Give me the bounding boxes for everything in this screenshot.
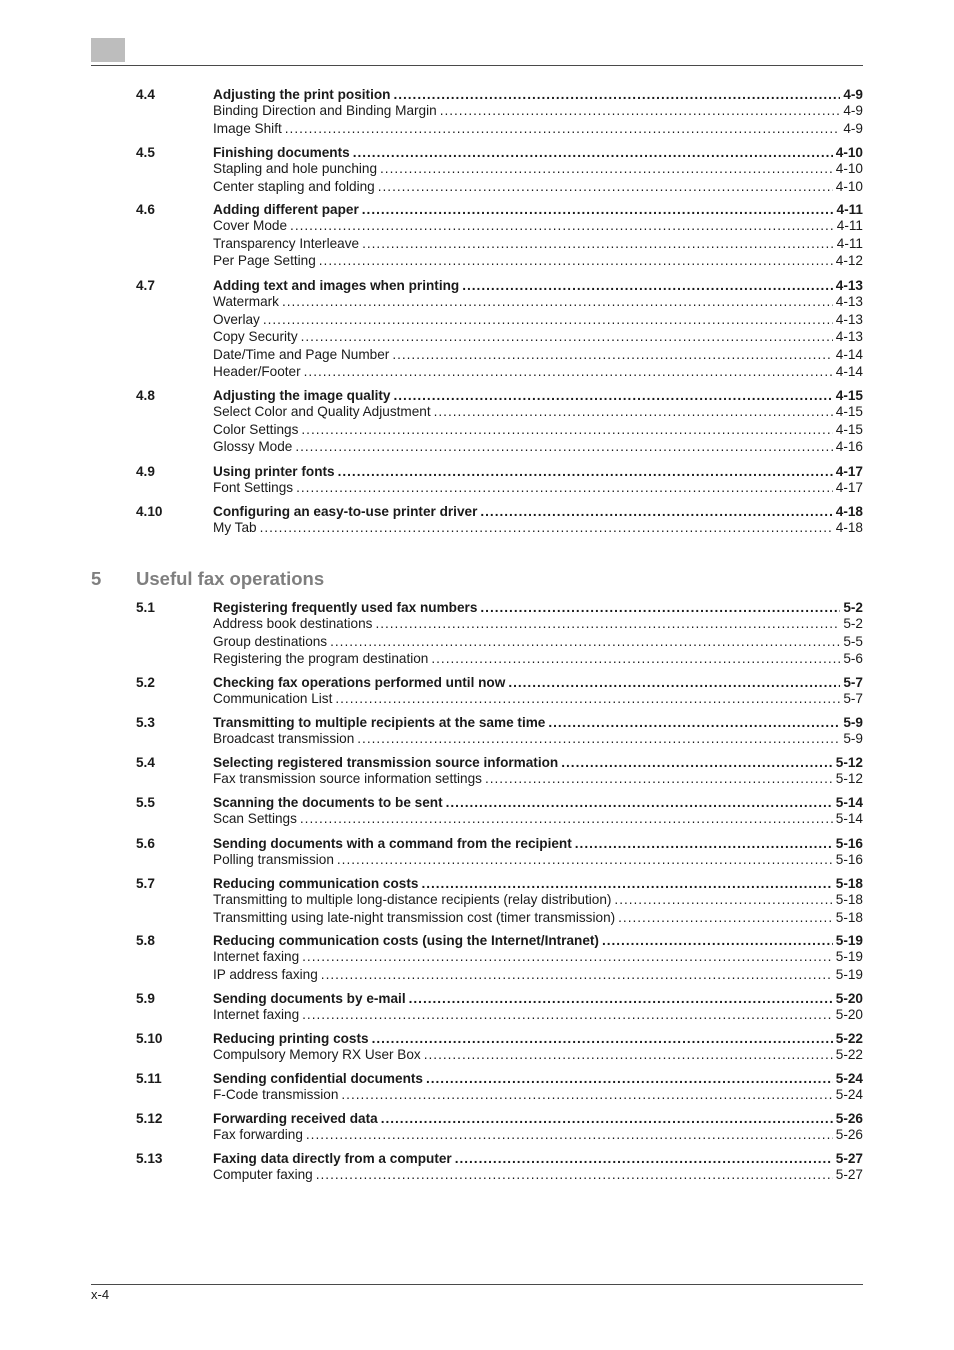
toc-entry-body bbox=[213, 252, 863, 270]
page-reference: 5-16 bbox=[835, 836, 863, 851]
dot-leader bbox=[282, 293, 833, 311]
toc-entry-row[interactable] bbox=[0, 966, 954, 984]
entry-title: Image Shift bbox=[213, 120, 282, 136]
entry-title: Center stapling and folding bbox=[213, 178, 375, 194]
toc-entry-row[interactable] bbox=[0, 633, 954, 651]
page-reference: 4-15 bbox=[835, 421, 863, 437]
page-reference: 5-20 bbox=[835, 991, 863, 1006]
footer-rule bbox=[91, 1284, 863, 1285]
section-number: 5.12 bbox=[136, 1111, 163, 1126]
page-reference: 5-19 bbox=[835, 933, 863, 948]
dot-leader bbox=[618, 909, 833, 927]
section-title: Sending confidential documents bbox=[213, 1071, 423, 1086]
section-number: 4.5 bbox=[136, 145, 155, 160]
page-reference: 4-11 bbox=[836, 218, 863, 233]
toc-entry-body bbox=[213, 891, 863, 909]
dot-leader bbox=[335, 690, 840, 708]
toc-entry-row[interactable] bbox=[0, 421, 954, 439]
page-reference: 5-27 bbox=[835, 1167, 863, 1182]
toc-entry-body bbox=[213, 120, 863, 138]
toc-entry-row[interactable] bbox=[0, 311, 954, 329]
page-reference: 4-18 bbox=[835, 504, 863, 519]
toc-entry-row[interactable] bbox=[0, 519, 954, 537]
dot-leader bbox=[296, 479, 833, 497]
dot-leader bbox=[485, 770, 833, 788]
entry-title: Address book destinations bbox=[213, 616, 373, 631]
page-reference: 5-7 bbox=[843, 675, 863, 690]
page-reference: 5-5 bbox=[843, 633, 863, 649]
dot-leader bbox=[301, 328, 833, 346]
toc-entry-body bbox=[213, 948, 863, 966]
entry-title: Color Settings bbox=[213, 421, 299, 437]
dot-leader bbox=[380, 160, 833, 178]
toc-entry-row[interactable] bbox=[0, 438, 954, 456]
dot-leader bbox=[306, 1126, 833, 1144]
dot-leader bbox=[300, 810, 833, 828]
page-reference: 5-22 bbox=[835, 1031, 863, 1046]
toc-entry-body bbox=[213, 1166, 863, 1184]
toc-entry-body bbox=[213, 421, 863, 439]
section-title: Reducing communication costs (using the Internet/Intranet) bbox=[213, 933, 599, 948]
section-title: Checking fax operations performed until now bbox=[213, 675, 506, 690]
dot-leader bbox=[263, 311, 833, 329]
section-number: 5.2 bbox=[136, 675, 155, 690]
entry-title: Compulsory Memory RX User Box bbox=[213, 1047, 421, 1062]
toc-entry-body bbox=[213, 1046, 863, 1064]
dot-leader bbox=[424, 1046, 833, 1064]
toc-entry-body bbox=[213, 810, 863, 828]
section-number: 4.8 bbox=[136, 388, 155, 403]
toc-entry-body bbox=[213, 1086, 863, 1104]
page-reference: 5-26 bbox=[835, 1111, 863, 1126]
page-reference: 4-17 bbox=[835, 480, 863, 495]
toc-entry-body bbox=[213, 438, 863, 456]
section-title: Sending documents by e-mail bbox=[213, 991, 406, 1006]
page-reference: 4-13 bbox=[835, 294, 863, 309]
page-reference: 4-9 bbox=[843, 87, 863, 102]
toc-entry-row[interactable] bbox=[0, 851, 954, 869]
toc-entry-row[interactable] bbox=[0, 178, 954, 196]
toc-entry-body bbox=[213, 217, 863, 235]
entry-title: Watermark bbox=[213, 294, 279, 309]
page-reference: 5-18 bbox=[835, 892, 863, 907]
toc-entry-body bbox=[213, 851, 863, 869]
entry-title: Transparency Interleave bbox=[213, 235, 360, 251]
dot-leader bbox=[295, 438, 832, 456]
page-reference: 5-2 bbox=[843, 616, 863, 631]
entry-title: Stapling and hole punching bbox=[213, 161, 378, 176]
toc-entry-body bbox=[213, 235, 863, 253]
section-title: Adjusting the image quality bbox=[213, 388, 391, 403]
page-reference: 4-14 bbox=[835, 364, 863, 380]
entry-title: Cover Mode bbox=[213, 218, 288, 233]
section-number: 5.8 bbox=[136, 933, 155, 948]
section-title: Reducing communication costs bbox=[213, 876, 419, 891]
page-reference: 4-15 bbox=[835, 388, 863, 403]
entry-title: F-Code transmission bbox=[213, 1087, 339, 1102]
toc-entry-body bbox=[213, 102, 863, 120]
toc-entry-row[interactable] bbox=[0, 1046, 954, 1064]
dot-leader bbox=[290, 217, 834, 235]
entry-title: Overlay bbox=[213, 311, 260, 327]
toc-entry-row[interactable] bbox=[0, 363, 954, 381]
dot-leader bbox=[434, 403, 833, 421]
section-title: Registering frequently used fax numbers bbox=[213, 600, 478, 615]
dot-leader bbox=[301, 421, 832, 439]
section-title: Reducing printing costs bbox=[213, 1031, 369, 1046]
section-title: Scanning the documents to be sent bbox=[213, 795, 443, 810]
toc-entry-body bbox=[213, 730, 863, 748]
header-rule bbox=[91, 65, 863, 66]
entry-title: Registering the program destination bbox=[213, 651, 429, 667]
page-reference: 5-24 bbox=[835, 1087, 863, 1102]
entry-title: Polling transmission bbox=[213, 852, 334, 867]
entry-title: Fax transmission source information settings bbox=[213, 771, 482, 786]
page-reference: 5-14 bbox=[835, 811, 863, 826]
section-number: 4.6 bbox=[136, 202, 155, 217]
page-reference: 5-24 bbox=[835, 1071, 863, 1086]
dot-leader bbox=[285, 120, 841, 138]
section-title: Using printer fonts bbox=[213, 464, 335, 479]
page-reference: 5-9 bbox=[843, 731, 863, 746]
dot-leader bbox=[304, 363, 833, 381]
page-reference: 5-22 bbox=[835, 1047, 863, 1062]
toc-entry-body bbox=[213, 328, 863, 346]
entry-title: Group destinations bbox=[213, 633, 328, 649]
toc-entry-row[interactable] bbox=[0, 160, 954, 178]
toc-entry-row[interactable] bbox=[0, 235, 954, 253]
section-number: 5.3 bbox=[136, 715, 155, 730]
entry-title: My Tab bbox=[213, 520, 257, 535]
page-reference: 5-18 bbox=[835, 876, 863, 891]
toc-entry-row[interactable] bbox=[0, 1166, 954, 1184]
section-number: 4.10 bbox=[136, 504, 163, 519]
section-number: 5.5 bbox=[136, 795, 155, 810]
toc-entry-row[interactable] bbox=[0, 403, 954, 421]
section-title: Transmitting to multiple recipients at the same time bbox=[213, 715, 546, 730]
toc-entry-row[interactable] bbox=[0, 909, 954, 927]
page-reference: 4-9 bbox=[843, 120, 863, 136]
chapter-number: 5 bbox=[91, 568, 102, 589]
section-number: 5.6 bbox=[136, 836, 155, 851]
entry-title: Per Page Setting bbox=[213, 253, 316, 269]
toc-entry-row[interactable] bbox=[0, 1086, 954, 1104]
toc-entry-row[interactable] bbox=[0, 730, 954, 748]
page-reference: 4-14 bbox=[835, 346, 863, 362]
section-number: 5.7 bbox=[136, 876, 155, 891]
entry-title: Header/Footer bbox=[213, 364, 301, 380]
dot-leader bbox=[330, 633, 840, 651]
toc-entry-row[interactable] bbox=[0, 102, 954, 120]
page-reference: 5-19 bbox=[835, 949, 863, 964]
toc-entry-row[interactable] bbox=[0, 346, 954, 364]
entry-title: Internet faxing bbox=[213, 1007, 300, 1022]
dot-leader bbox=[260, 519, 833, 537]
page-reference: 5-12 bbox=[835, 771, 863, 786]
toc-entry-body bbox=[213, 1006, 863, 1024]
page-reference: 4-15 bbox=[835, 404, 863, 419]
section-title: Adjusting the print position bbox=[213, 87, 391, 102]
toc-entry-body bbox=[213, 403, 863, 421]
dot-leader bbox=[316, 1166, 833, 1184]
toc-entry-row[interactable] bbox=[0, 1006, 954, 1024]
toc-entry-body bbox=[213, 966, 863, 984]
dot-leader bbox=[362, 235, 834, 253]
dot-leader bbox=[375, 615, 840, 633]
section-title: Faxing data directly from a computer bbox=[213, 1151, 452, 1166]
dot-leader bbox=[302, 1006, 833, 1024]
toc-entry-body bbox=[213, 633, 863, 651]
section-title: Finishing documents bbox=[213, 145, 350, 160]
page-reference: 4-11 bbox=[836, 202, 863, 217]
page-reference: 5-20 bbox=[835, 1007, 863, 1022]
page-reference: 4-11 bbox=[836, 235, 863, 251]
toc-entry-body bbox=[213, 690, 863, 708]
section-title: Forwarding received data bbox=[213, 1111, 378, 1126]
entry-title: Date/Time and Page Number bbox=[213, 346, 390, 362]
section-title: Adding different paper bbox=[213, 202, 359, 217]
page-reference: 4-16 bbox=[835, 439, 863, 455]
dot-leader bbox=[341, 1086, 832, 1104]
entry-title: Transmitting using late-night transmission cost (timer transmission) bbox=[213, 909, 616, 925]
toc-entry-row[interactable] bbox=[0, 1126, 954, 1144]
toc-entry-body bbox=[213, 519, 863, 537]
toc-entry-row[interactable] bbox=[0, 690, 954, 708]
page-reference: 4-10 bbox=[835, 145, 863, 160]
toc-entry-body bbox=[213, 770, 863, 788]
dot-leader bbox=[378, 178, 833, 196]
toc-entry-row[interactable] bbox=[0, 293, 954, 311]
toc-entry-body bbox=[213, 363, 863, 381]
section-number: 5.9 bbox=[136, 991, 155, 1006]
entry-title: Select Color and Quality Adjustment bbox=[213, 404, 431, 419]
toc-entry-body bbox=[213, 293, 863, 311]
section-title: Sending documents with a command from the recipient bbox=[213, 836, 572, 851]
page-reference: 5-19 bbox=[835, 966, 863, 982]
section-title: Configuring an easy-to-use printer driver bbox=[213, 504, 478, 519]
page-reference: 5-2 bbox=[843, 600, 863, 615]
dot-leader bbox=[319, 252, 833, 270]
toc-entry-row[interactable] bbox=[0, 650, 954, 668]
page-reference: 4-9 bbox=[843, 103, 863, 118]
page-reference: 4-10 bbox=[835, 178, 863, 194]
dot-leader bbox=[392, 346, 832, 364]
entry-title: Computer faxing bbox=[213, 1167, 313, 1182]
toc-entry-row[interactable] bbox=[0, 948, 954, 966]
toc-entry-body bbox=[213, 346, 863, 364]
entry-title: Glossy Mode bbox=[213, 439, 293, 455]
entry-title: Fax forwarding bbox=[213, 1127, 303, 1142]
toc-entry-body bbox=[213, 178, 863, 196]
page-reference: 5-6 bbox=[843, 651, 863, 667]
page-reference: 4-12 bbox=[835, 253, 863, 269]
header-marker-block bbox=[91, 38, 125, 62]
section-number: 4.9 bbox=[136, 464, 155, 479]
page-reference: 5-26 bbox=[835, 1127, 863, 1142]
page-reference: 5-12 bbox=[835, 755, 863, 770]
section-title: Adding text and images when printing bbox=[213, 278, 460, 293]
page-reference: 4-10 bbox=[835, 161, 863, 176]
section-number: 5.10 bbox=[136, 1031, 163, 1046]
section-number: 4.4 bbox=[136, 87, 155, 102]
page-number: x-4 bbox=[91, 1287, 110, 1302]
page-reference: 5-7 bbox=[843, 691, 863, 706]
entry-title: IP address faxing bbox=[213, 966, 318, 982]
toc-entry-row[interactable] bbox=[0, 891, 954, 909]
section-number: 5.1 bbox=[136, 600, 155, 615]
entry-title: Binding Direction and Binding Margin bbox=[213, 103, 437, 118]
entry-title: Communication List bbox=[213, 691, 333, 706]
section-number: 5.13 bbox=[136, 1151, 163, 1166]
section-number: 4.7 bbox=[136, 278, 155, 293]
page-reference: 4-17 bbox=[835, 464, 863, 479]
entry-title: Internet faxing bbox=[213, 949, 300, 964]
page-reference: 5-16 bbox=[835, 852, 863, 867]
toc-entry-body bbox=[213, 311, 863, 329]
toc-entry-row[interactable] bbox=[0, 479, 954, 497]
entry-title: Transmitting to multiple long-distance recipients (relay distribution) bbox=[213, 892, 612, 907]
toc-entry-row[interactable] bbox=[0, 770, 954, 788]
toc-entry-row[interactable] bbox=[0, 328, 954, 346]
toc-entry-body bbox=[213, 479, 863, 497]
page-reference: 4-13 bbox=[835, 329, 863, 345]
section-number: 5.11 bbox=[136, 1071, 162, 1086]
dot-leader bbox=[431, 650, 840, 668]
dot-leader bbox=[440, 102, 841, 120]
entry-title: Broadcast transmission bbox=[213, 731, 355, 746]
page-reference: 5-18 bbox=[835, 909, 863, 925]
page-reference: 4-13 bbox=[835, 278, 863, 293]
section-number: 5.4 bbox=[136, 755, 155, 770]
toc-entry-row[interactable] bbox=[0, 615, 954, 633]
entry-title: Font Settings bbox=[213, 480, 294, 495]
toc-entry-body bbox=[213, 909, 863, 927]
toc-entry-body bbox=[213, 1126, 863, 1144]
toc-entry-row[interactable] bbox=[0, 810, 954, 828]
toc-entry-body bbox=[213, 615, 863, 633]
page-reference: 4-13 bbox=[835, 311, 863, 327]
chapter-title: Useful fax operations bbox=[136, 568, 325, 589]
dot-leader bbox=[302, 948, 833, 966]
page-reference: 5-9 bbox=[843, 715, 863, 730]
toc-entry-body bbox=[213, 650, 863, 668]
page-reference: 5-27 bbox=[835, 1151, 863, 1166]
toc-entry-row[interactable] bbox=[0, 217, 954, 235]
toc-entry-body bbox=[213, 160, 863, 178]
page-reference: 4-18 bbox=[835, 520, 863, 535]
dot-leader bbox=[321, 966, 833, 984]
entry-title: Scan Settings bbox=[213, 811, 297, 826]
toc-entry-row[interactable] bbox=[0, 252, 954, 270]
page-reference: 5-14 bbox=[835, 795, 863, 810]
dot-leader bbox=[614, 891, 832, 909]
toc-entry-row[interactable] bbox=[0, 120, 954, 138]
dot-leader bbox=[337, 851, 833, 869]
entry-title: Copy Security bbox=[213, 329, 298, 345]
section-title: Selecting registered transmission source information bbox=[213, 755, 559, 770]
dot-leader bbox=[357, 730, 840, 748]
